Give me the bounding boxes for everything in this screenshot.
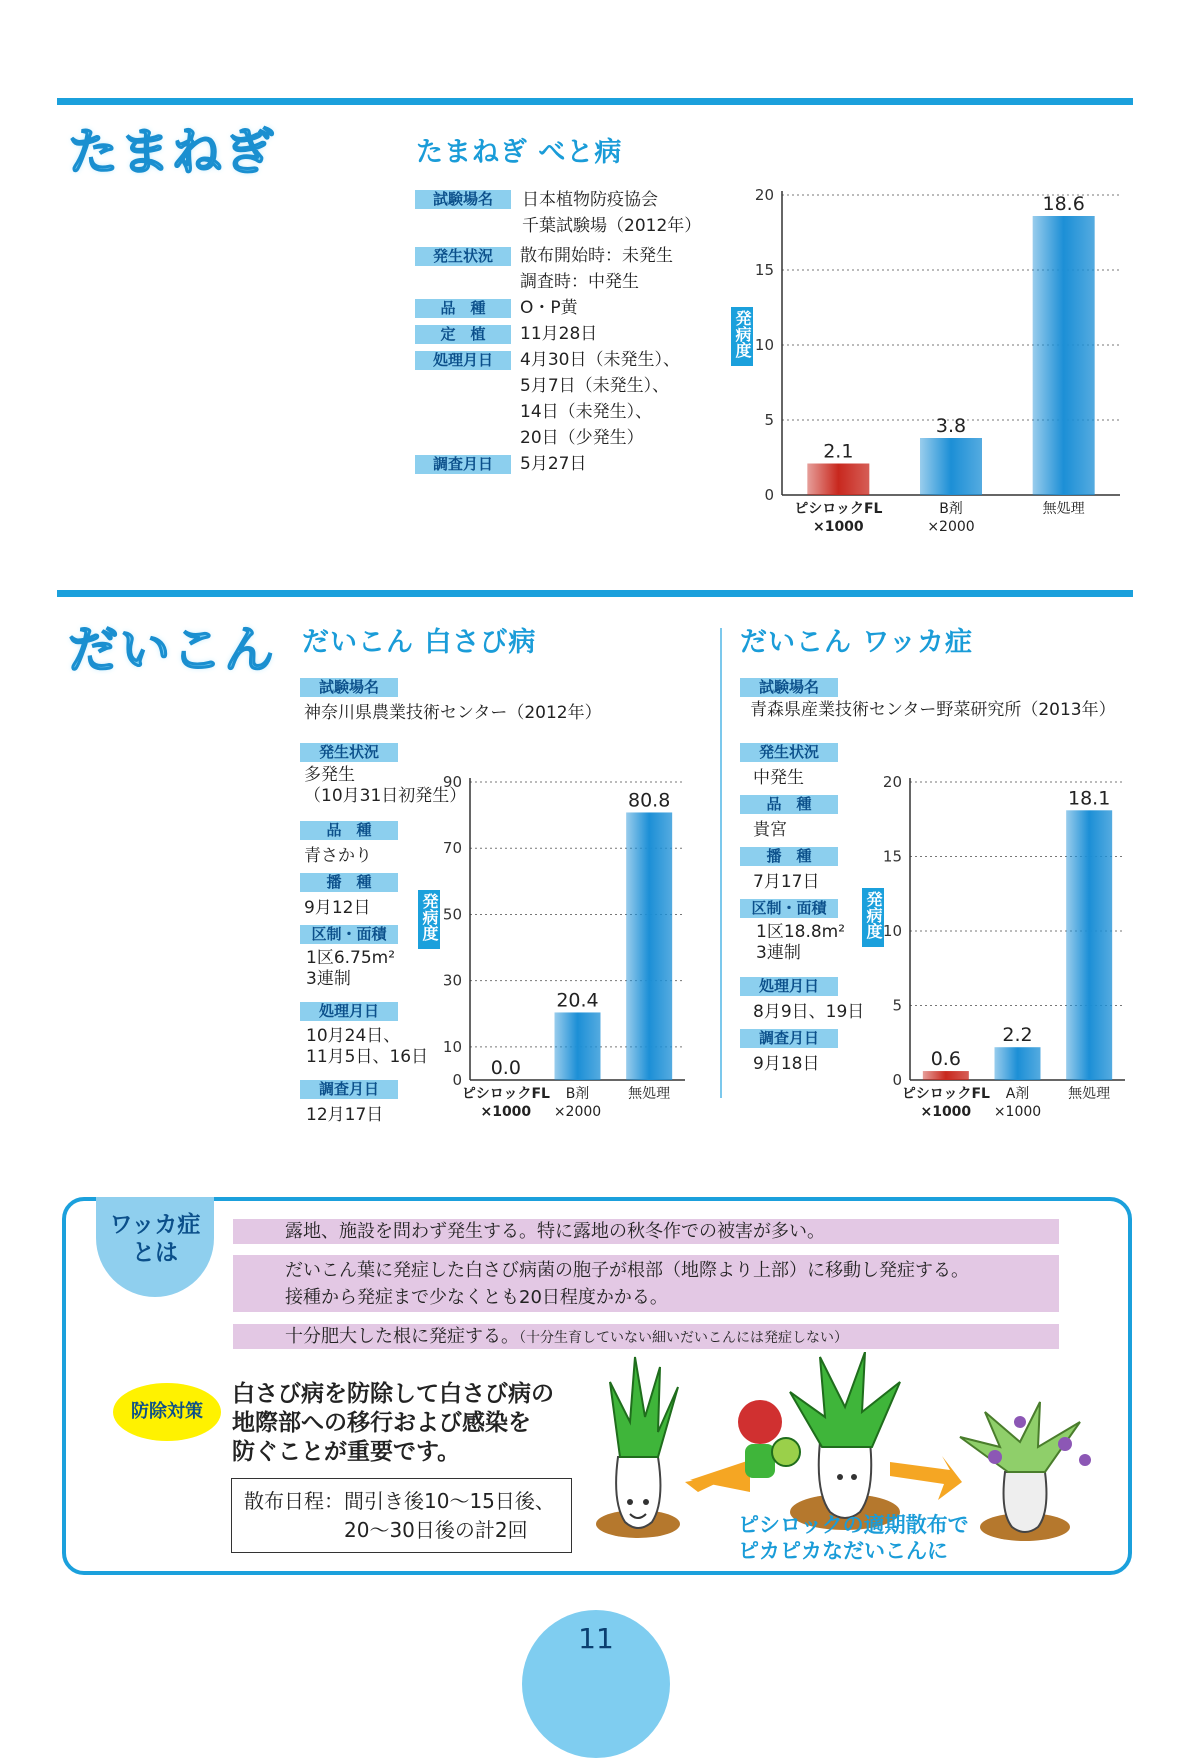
mascot-icon (738, 1400, 800, 1478)
x-tick-label: 無処理 (1068, 1086, 1111, 1102)
x-tick-label: ピシロックFL (461, 1086, 550, 1102)
value-shirosabi-sowing: 9月12日 (304, 898, 371, 918)
label-wakka-variety: 品 種 (740, 795, 838, 814)
chart-radish-white-rust (440, 772, 690, 1132)
value-wakka-variety: 貴宮 (753, 820, 787, 840)
label-shirosabi-variety: 品 種 (300, 821, 398, 840)
label-wakka-plot: 区制・面積 (740, 899, 838, 918)
bar-value-label: 20.4 (556, 989, 599, 1012)
measure-badge: 防除対策 (113, 1383, 221, 1441)
label-shirosabi-survey-date: 調査月日 (300, 1080, 398, 1099)
x-tick-label: ×1000 (920, 1104, 972, 1120)
bar (807, 464, 869, 496)
label-shirosabi-sowing: 播 種 (300, 873, 398, 892)
value-wakka-sowing: 7月17日 (753, 872, 820, 892)
bar (1033, 216, 1095, 495)
bar-value-label: 0.0 (490, 1057, 521, 1079)
label-wakka-test-site: 試験場名 (740, 678, 838, 697)
bar-value-label: 18.6 (1042, 193, 1085, 215)
x-tick-label: 無処理 (628, 1086, 671, 1102)
healthy-radish-icon (596, 1357, 680, 1538)
bar (1066, 810, 1112, 1080)
y-tick-label: 15 (754, 261, 774, 279)
bar-value-label: 80.8 (628, 789, 671, 812)
chart2-ylabel: 発病度 (418, 890, 440, 949)
bar (923, 1071, 969, 1080)
value-onion-treatment-dates: 4月30日（未発生）、 5月7日（未発生）、 14日（未発生）、 20日（少発生） (520, 350, 680, 448)
y-tick-label: 20 (882, 773, 902, 791)
bar (995, 1047, 1041, 1080)
label-shirosabi-plot: 区制・面積 (300, 925, 398, 944)
y-tick-label: 90 (442, 773, 462, 791)
bar-value-label: 0.6 (930, 1048, 961, 1071)
chart1-ylabel: 発病度 (731, 307, 753, 366)
y-tick-label: 70 (442, 839, 462, 858)
y-tick-label: 0 (764, 486, 774, 504)
value-onion-test-site: 日本植物防疫協会 千葉試験場（2012年） (522, 190, 702, 236)
value-wakka-test-site: 青森県産業技術センター野菜研究所（2013年） (750, 700, 1116, 720)
label-wakka-sowing: 播 種 (740, 847, 838, 866)
section-title-onion: たまねぎ (68, 123, 276, 181)
y-tick-label: 0 (452, 1071, 462, 1089)
x-tick-label: 無処理 (1042, 501, 1085, 517)
section-title-radish: だいこん (68, 621, 276, 679)
wakka-fact-1: 露地、施設を問わず発生する。特に露地の秋冬作での被害が多い。 (233, 1219, 1059, 1244)
y-tick-label: 0 (892, 1071, 902, 1089)
value-shirosabi-variety: 青さかり (304, 846, 372, 866)
chart-onion-downy-mildew (740, 185, 1130, 545)
x-tick-label: ×2000 (553, 1104, 602, 1120)
bar (555, 1012, 601, 1080)
y-tick-label: 10 (442, 1037, 462, 1056)
bar (626, 812, 672, 1080)
x-tick-label: ×2000 (927, 519, 975, 535)
section-rule-onion (57, 98, 1133, 105)
label-wakka-occurrence: 発生状況 (740, 743, 838, 762)
value-wakka-occurrence: 中発生 (753, 768, 804, 788)
x-tick-label: ピシロックFL (901, 1086, 990, 1102)
label-onion-treatment-dates: 処理月日 (415, 351, 511, 370)
value-shirosabi-test-site: 神奈川県農業技術センター（2012年） (304, 703, 602, 723)
section-rule-radish (57, 590, 1133, 597)
label-shirosabi-test-site: 試験場名 (300, 678, 398, 697)
center-radish-icon (790, 1352, 900, 1530)
y-tick-label: 15 (882, 847, 902, 866)
label-wakka-treatment-dates: 処理月日 (740, 977, 838, 996)
bar-value-label: 3.8 (935, 415, 967, 437)
illustration-caption: ピシロックの適期散布で ピカピカなだいこんに (738, 1513, 969, 1563)
sub-title-shirosabi: だいこん 白さび病 (302, 627, 537, 658)
value-shirosabi-survey-date: 12月17日 (306, 1105, 384, 1125)
wakka-fact-3: 十分肥大した根に発症する。（十分生育していない細いだいこんには発症しない） (233, 1324, 1059, 1349)
label-onion-occurrence: 発生状況 (415, 247, 511, 266)
y-tick-label: 30 (442, 971, 462, 990)
column-divider (720, 628, 722, 1098)
label-onion-planting: 定 植 (415, 325, 511, 344)
diseased-radish-icon (960, 1402, 1091, 1541)
label-onion-variety: 品 種 (415, 299, 511, 318)
label-shirosabi-occurrence: 発生状況 (300, 743, 398, 762)
bar-value-label: 18.1 (1068, 787, 1111, 810)
value-shirosabi-plot: 1区6.75m² 3連制 (306, 948, 396, 989)
measure-text: 白さび病を防除して白さび病の 地際部への移行および感染を 防ぐことが重要です。 (232, 1381, 554, 1465)
bar-value-label: 2.2 (1002, 1024, 1033, 1047)
x-tick-label: ×1000 (480, 1104, 532, 1120)
value-onion-variety: O・P黄 (520, 298, 578, 318)
y-tick-label: 5 (892, 996, 902, 1015)
value-wakka-treatment-dates: 8月9日、19日 (753, 1002, 865, 1022)
x-tick-label: ×1000 (812, 519, 864, 535)
value-shirosabi-treatment-dates: 10月24日、 11月5日、16日 (306, 1026, 429, 1067)
x-tick-label: ×1000 (993, 1104, 1042, 1120)
label-onion-test-site: 試験場名 (415, 190, 511, 209)
wakka-tab: ワッカ症 とは (96, 1197, 214, 1297)
x-tick-label: ピシロックFL (794, 501, 883, 517)
label-wakka-survey-date: 調査月日 (740, 1029, 838, 1048)
wakka-fact-2: だいこん葉に発症した白さび病菌の胞子が根部（地際より上部）に移動し発症する。 接種から発症まで少なくとも20日程度かかる。 (233, 1255, 1059, 1312)
spray-schedule: 散布日程：間引き後10〜15日後、 20〜30日後の計2回 (231, 1478, 572, 1553)
value-wakka-survey-date: 9月18日 (753, 1054, 820, 1074)
chart3-ylabel: 発病度 (862, 888, 884, 947)
y-tick-label: 10 (882, 922, 902, 940)
x-tick-label: B剤 (939, 501, 963, 517)
y-tick-label: 20 (754, 186, 774, 204)
y-tick-label: 5 (764, 411, 774, 429)
value-onion-occurrence: 散布開始時：未発生 調査時：中発生 (520, 246, 673, 292)
value-shirosabi-occurrence: 多発生 （10月31日初発生） (304, 765, 467, 806)
chart-radish-wakka (880, 772, 1140, 1132)
value-wakka-plot: 1区18.8m² 3連制 (756, 922, 846, 963)
bar-value-label: 2.1 (823, 440, 854, 463)
bar (920, 438, 982, 495)
value-onion-planting: 11月28日 (520, 324, 598, 344)
value-onion-survey-date: 5月27日 (520, 454, 587, 474)
y-tick-label: 10 (754, 336, 774, 354)
x-tick-label: A剤 (1005, 1086, 1030, 1102)
label-onion-survey-date: 調査月日 (415, 455, 511, 474)
y-tick-label: 50 (442, 905, 462, 924)
sub-title-onion: たまねぎ べと病 (416, 137, 623, 168)
label-shirosabi-treatment-dates: 処理月日 (300, 1002, 398, 1021)
x-tick-label: B剤 (565, 1086, 590, 1102)
page-number: 11 (522, 1610, 670, 1758)
sub-title-wakka: だいこん ワッカ症 (740, 627, 974, 658)
